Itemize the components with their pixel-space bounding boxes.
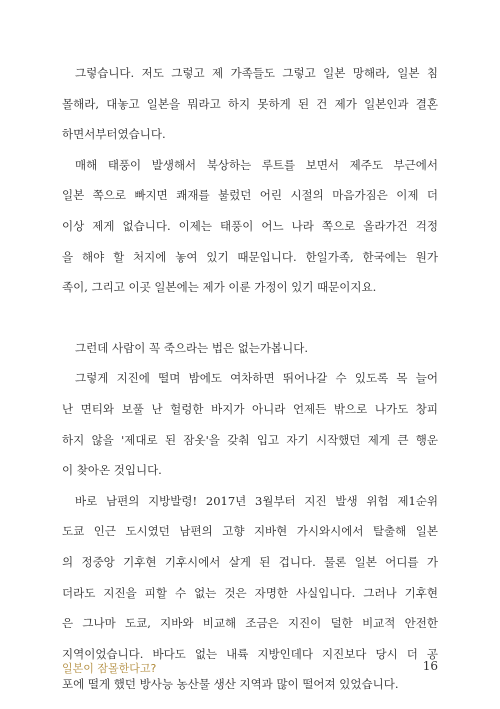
text-line: 은 그나마 도쿄, 지바와 비교해 조금은 지진이 덜한 비교적 안전한 [62,616,438,631]
text-line: 의 정중앙 기후현 기후시에서 살게 된 겁니다. 물론 일본 어디를 가 [62,554,438,569]
body-text [62,58,438,700]
text-line: 바로 남편의 지방발령! 2017년 3월부터 지진 발생 위험 제1순위 [75,493,438,508]
paragraph [62,58,438,150]
section-2 [62,333,438,700]
text-line: 지역이었습니다. 바다도 없는 내륙 지방인데다 지진보다 당시 더 공 [62,646,438,661]
page-number: 16 [422,659,438,673]
running-footer-title: 일본이 잠몰한다고? [62,662,157,675]
text-line: 하면서부터였습니다. [62,127,166,142]
text-line: 매해 태풍이 발생해서 북상하는 루트를 보면서 제주도 부근에서 [75,157,438,172]
text-line: 포에 떨게 했던 방사능 농산물 생산 지역과 많이 떨어져 있었습니다. [62,677,399,692]
text-line: 그렇게 지진에 떨며 밤에도 여차하면 뛰어나갈 수 있도록 목 늘어 [75,371,438,386]
paragraph [62,333,438,364]
text-line: 그렇습니다. 저도 그렇고 제 가족들도 그렇고 일본 망해라, 일본 침 [75,66,438,80]
text-line: 도쿄 인근 도시였던 남편의 고향 지바현 가시와시에서 탈출해 일본 [62,524,438,539]
paragraph [62,150,438,303]
text-line: 을 해야 할 처지에 놓여 있기 때문입니다. 한일가족, 한국에는 원가 [62,249,438,264]
text-line: 더라도 지진을 피할 수 없는 것은 자명한 사실입니다. 그러나 기후현 [62,585,438,600]
section-gap [62,303,438,333]
text-line: 그런데 사람이 꼭 죽으라는 법은 없는가봅니다. [75,340,309,355]
text-line: 난 면티와 보풀 난 헐렁한 바지가 아니라 언제든 밖으로 나가도 창피 [62,401,438,416]
paragraph [62,363,438,485]
text-line: 몰해라, 대놓고 일본을 뭐라고 하지 못하게 된 건 제가 일본인과 결혼 [62,96,438,111]
section-1 [62,58,438,303]
text-line: 족이, 그리고 이곳 일본에는 제가 이룬 가정이 있기 때문이지요. [62,280,377,295]
text-line: 이 찾아온 것입니다. [62,463,162,478]
text-line: 이상 제게 없습니다. 이제는 태풍이 어느 나라 쪽으로 올라가건 걱정 [62,218,438,233]
text-line: 일본 쪽으로 빠지면 쾌재를 불렀던 어린 시절의 마음가짐은 이제 더 [62,188,438,203]
text-line: 하지 않을 '제대로 된 잠옷'을 갖춰 입고 자기 시작했던 제게 큰 행운 [62,432,438,447]
